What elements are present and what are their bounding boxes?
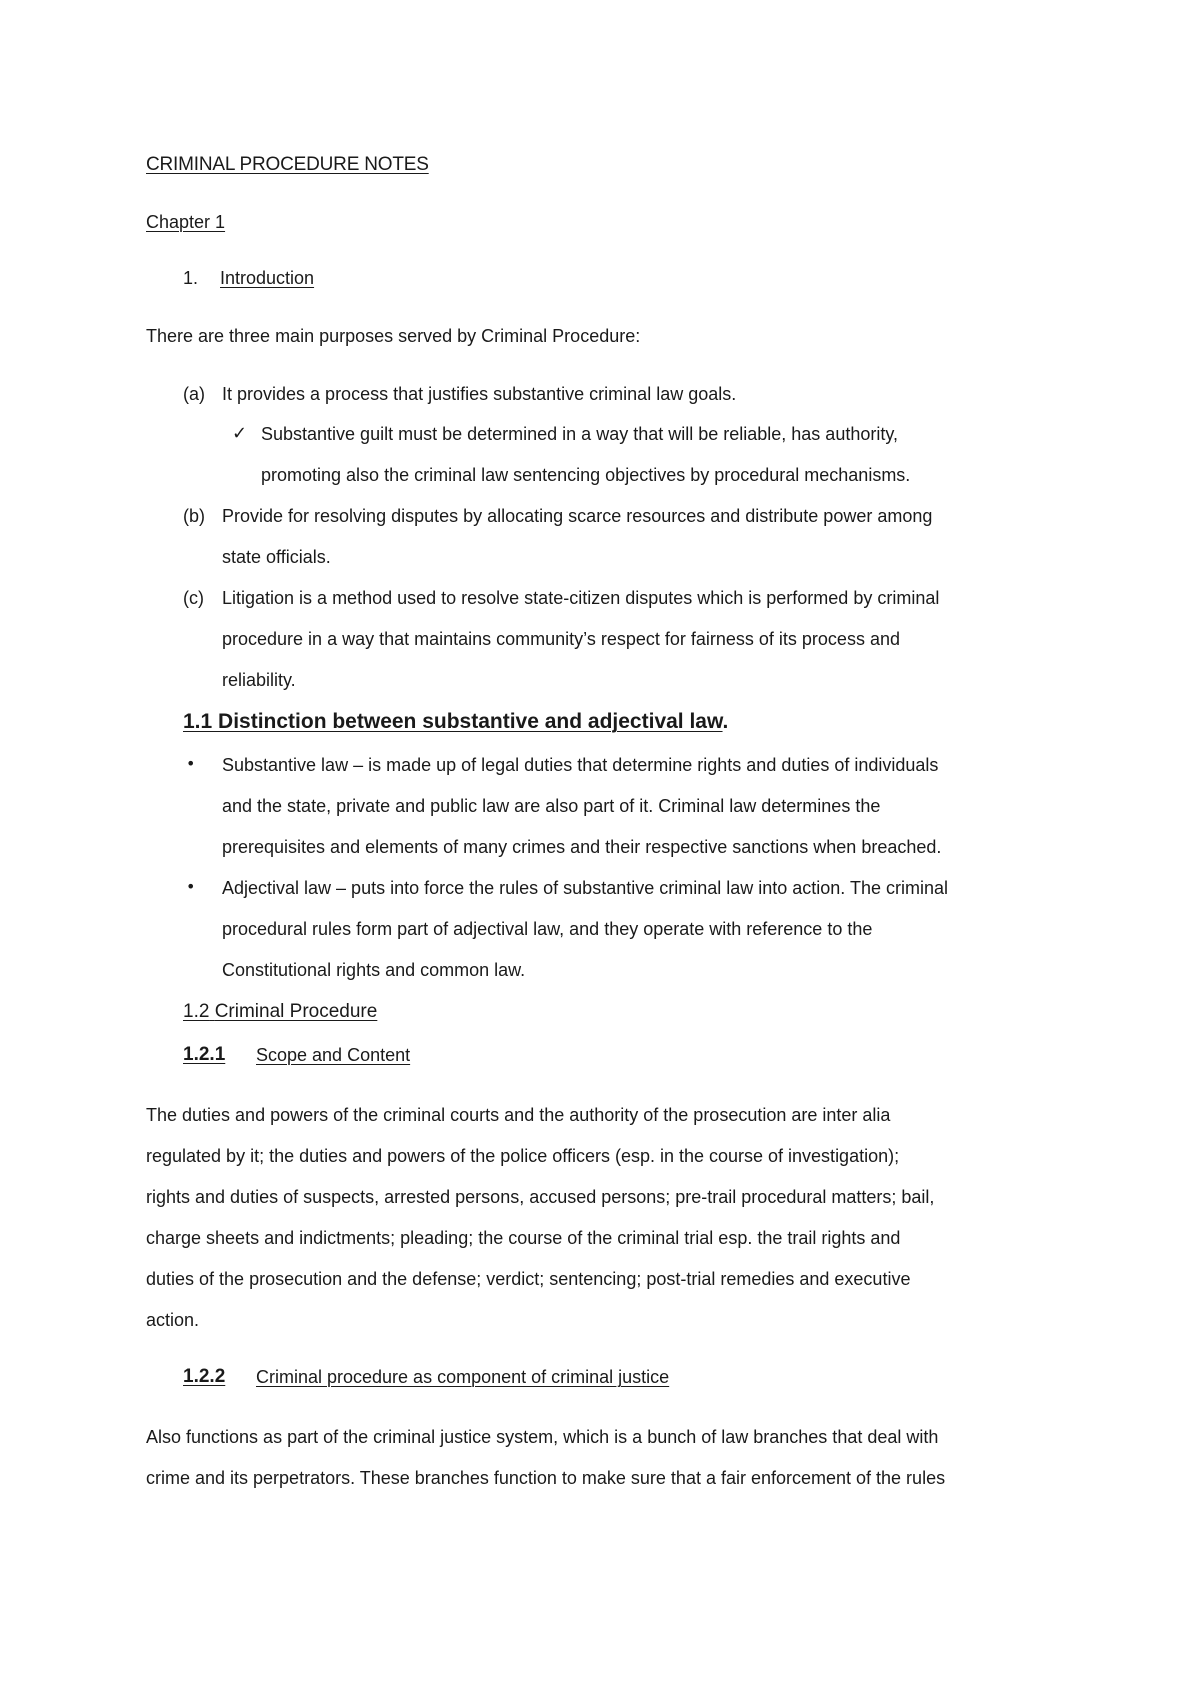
chapter-heading: Chapter 1 <box>146 212 226 232</box>
scope-para-line3: rights and duties of suspects, arrested persons, accused persons; pre-trail procedural matters; bail, <box>146 1187 935 1207</box>
section-1-2-heading <box>183 1002 377 1021</box>
scope-para-line5: duties of the prosecution and the defense; verdict; sentencing; post-trial remedies and executive <box>146 1269 911 1289</box>
list-marker-a: (a) <box>183 384 205 404</box>
list-item-a: It provides a process that justifies substantive criminal law goals. <box>222 384 737 404</box>
section-1-2-number: 1.2 <box>183 1001 210 1022</box>
cj-para-line1: Also functions as part of the criminal justice system, which is a bunch of law branches that deal with <box>146 1427 939 1447</box>
section-1-2-2-label: Criminal procedure as component of criminal justice <box>256 1367 670 1387</box>
list-item-c-line2: procedure in a way that maintains community’s respect for fairness of its process and <box>222 629 900 649</box>
scope-para-line6: action. <box>146 1310 200 1330</box>
bullet-icon: • <box>186 754 196 773</box>
list-item-c-line1: Litigation is a method used to resolve state-citizen disputes which is performed by criminal <box>222 588 940 608</box>
section-1-2-1-label: Scope and Content <box>256 1045 411 1065</box>
section-1-2-label: Criminal Procedure <box>214 1001 378 1022</box>
check-item-line1: Substantive guilt must be determined in a way that will be reliable, has authority, <box>261 424 899 444</box>
checkmark-icon: ✓ <box>232 423 248 444</box>
section-1-1-title: 1.1 Distinction between substantive and adjectival law <box>183 710 723 733</box>
bullet-icon: • <box>186 877 196 896</box>
scope-para-line1: The duties and powers of the criminal courts and the authority of the prosecution are inter alia <box>146 1105 891 1125</box>
list-item-b-line1: Provide for resolving disputes by allocating scarce resources and distribute power among <box>222 506 933 526</box>
section-1-1-heading <box>183 711 728 732</box>
section-1-1-period: . <box>722 710 729 733</box>
bullet-2-line1: Adjectival law – puts into force the rules of substantive criminal law into action. The criminal <box>222 878 949 898</box>
section-1-2-2-number: 1.2.2 <box>183 1366 226 1387</box>
check-item-line2: promoting also the criminal law sentencing objectives by procedural mechanisms. <box>261 465 911 485</box>
bullet-2-line3: Constitutional rights and common law. <box>222 960 526 980</box>
bullet-2-line2: procedural rules form part of adjectival law, and they operate with reference to the <box>222 919 873 939</box>
list-marker-c: (c) <box>183 588 204 608</box>
scope-para-line4: charge sheets and indictments; pleading; the course of the criminal trial esp. the trail rights and <box>146 1228 901 1248</box>
list-item-c-line3: reliability. <box>222 670 296 690</box>
section-1-2-1-number: 1.2.1 <box>183 1044 226 1065</box>
intro-heading: Introduction <box>220 268 315 288</box>
intro-paragraph: There are three main purposes served by Criminal Procedure: <box>146 326 641 346</box>
intro-number: 1. <box>183 268 199 288</box>
cj-para-line2: crime and its perpetrators. These branches function to make sure that a fair enforcement of the rules <box>146 1468 946 1488</box>
list-item-b-line2: state officials. <box>222 547 331 567</box>
bullet-1-line3: prerequisites and elements of many crimes and their respective sanctions when breached. <box>222 837 942 857</box>
bullet-1-line1: Substantive law – is made up of legal duties that determine rights and duties of individuals <box>222 755 939 775</box>
list-marker-b: (b) <box>183 506 205 526</box>
document-title: CRIMINAL PROCEDURE NOTES <box>146 154 429 175</box>
scope-para-line2: regulated by it; the duties and powers of the police officers (esp. in the course of investigation); <box>146 1146 900 1166</box>
bullet-1-line2: and the state, private and public law are also part of it. Criminal law determines the <box>222 796 881 816</box>
